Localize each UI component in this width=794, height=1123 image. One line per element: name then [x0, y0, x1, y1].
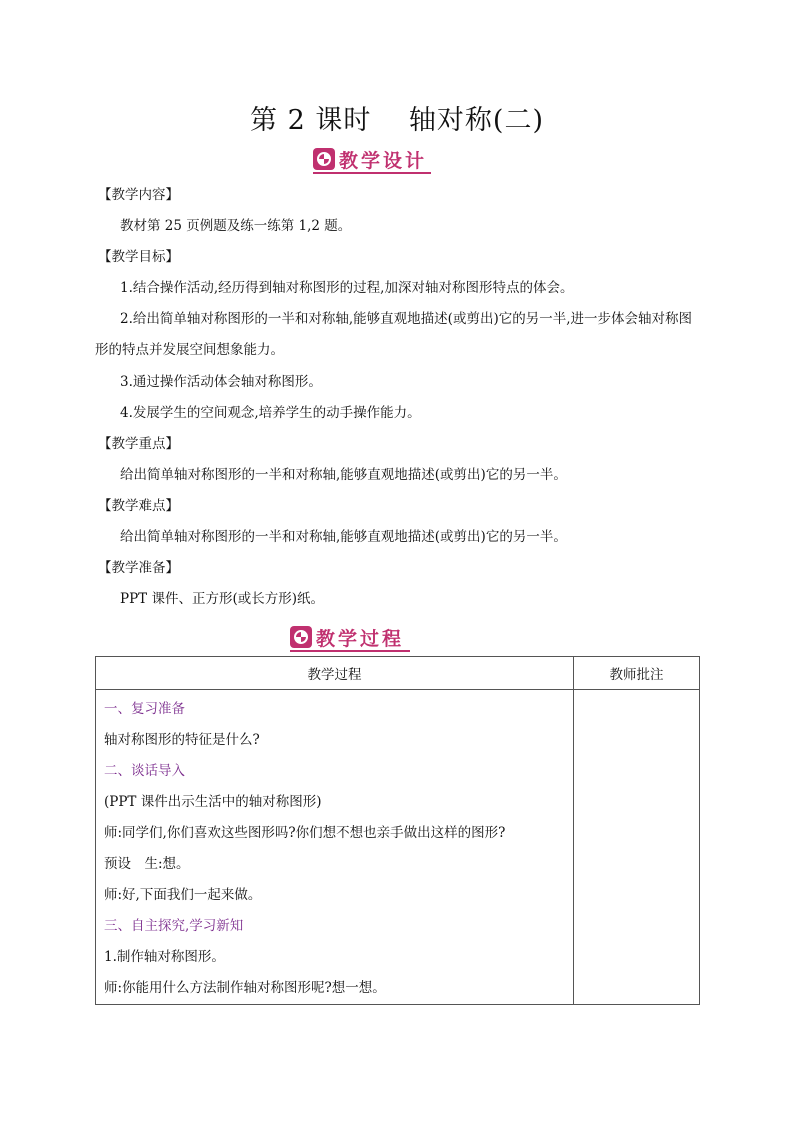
table-line: 1.制作轴对称图形。: [104, 949, 225, 965]
column-header-process: 教学过程: [96, 657, 574, 690]
teacher-notes-cell: [574, 690, 700, 1005]
section-heading: 一、复习准备: [104, 701, 185, 717]
page-title: 第 2 课时 轴对称(二): [250, 105, 544, 136]
pinwheel-icon: [313, 148, 335, 170]
table-line: (PPT 课件出示生活中的轴对称图形): [104, 794, 322, 810]
prep-heading: 【教学准备】: [98, 560, 179, 576]
section-heading: 二、谈话导入: [104, 763, 185, 779]
table-line: 师:同学们,你们喜欢这些图形吗?你们想不想也亲手做出这样的图形?: [104, 825, 506, 841]
content-heading: 【教学内容】: [98, 187, 179, 203]
teaching-design-banner: [313, 146, 431, 174]
process-cell: [96, 690, 574, 1005]
difficulty-text: 给出简单轴对称图形的一半和对称轴,能够直观地描述(或剪出)它的另一半。: [120, 529, 567, 545]
key-heading: 【教学重点】: [98, 436, 179, 452]
goal-item: 1.结合操作活动,经历得到轴对称图形的过程,加深对轴对称图形特点的体会。: [120, 280, 574, 296]
key-text: 给出简单轴对称图形的一半和对称轴,能够直观地描述(或剪出)它的另一半。: [120, 467, 567, 483]
teaching-process-label: 教学过程: [316, 627, 405, 650]
section-heading: 三、自主探究,学习新知: [104, 918, 244, 934]
teaching-process-table: [95, 656, 700, 1005]
goal-item: 3.通过操作活动体会轴对称图形。: [120, 374, 322, 390]
content-text: 教材第 25 页例题及练一练第 1,2 题。: [120, 218, 352, 234]
pinwheel-icon: [290, 626, 312, 648]
table-line: 师:你能用什么方法制作轴对称图形呢?想一想。: [104, 980, 386, 996]
table-line: 轴对称图形的特征是什么?: [104, 732, 260, 748]
column-header-notes: 教师批注: [574, 657, 700, 690]
goal-item: 2.给出简单轴对称图形的一半和对称轴,能够直观地描述(或剪出)它的另一半,进一步体会轴对称图形的特点并发展空间想象能力。: [95, 311, 692, 358]
goal-item: 4.发展学生的空间观念,培养学生的动手操作能力。: [120, 405, 421, 421]
teaching-design-label: 教学设计: [339, 149, 428, 172]
teaching-process-banner: [290, 624, 410, 652]
goals-heading: 【教学目标】: [98, 249, 179, 265]
difficulty-heading: 【教学难点】: [98, 498, 179, 514]
prep-text: PPT 课件、正方形(或长方形)纸。: [120, 591, 324, 607]
table-line: 师:好,下面我们一起来做。: [104, 887, 262, 903]
table-line: 预设 生:想。: [104, 856, 190, 872]
